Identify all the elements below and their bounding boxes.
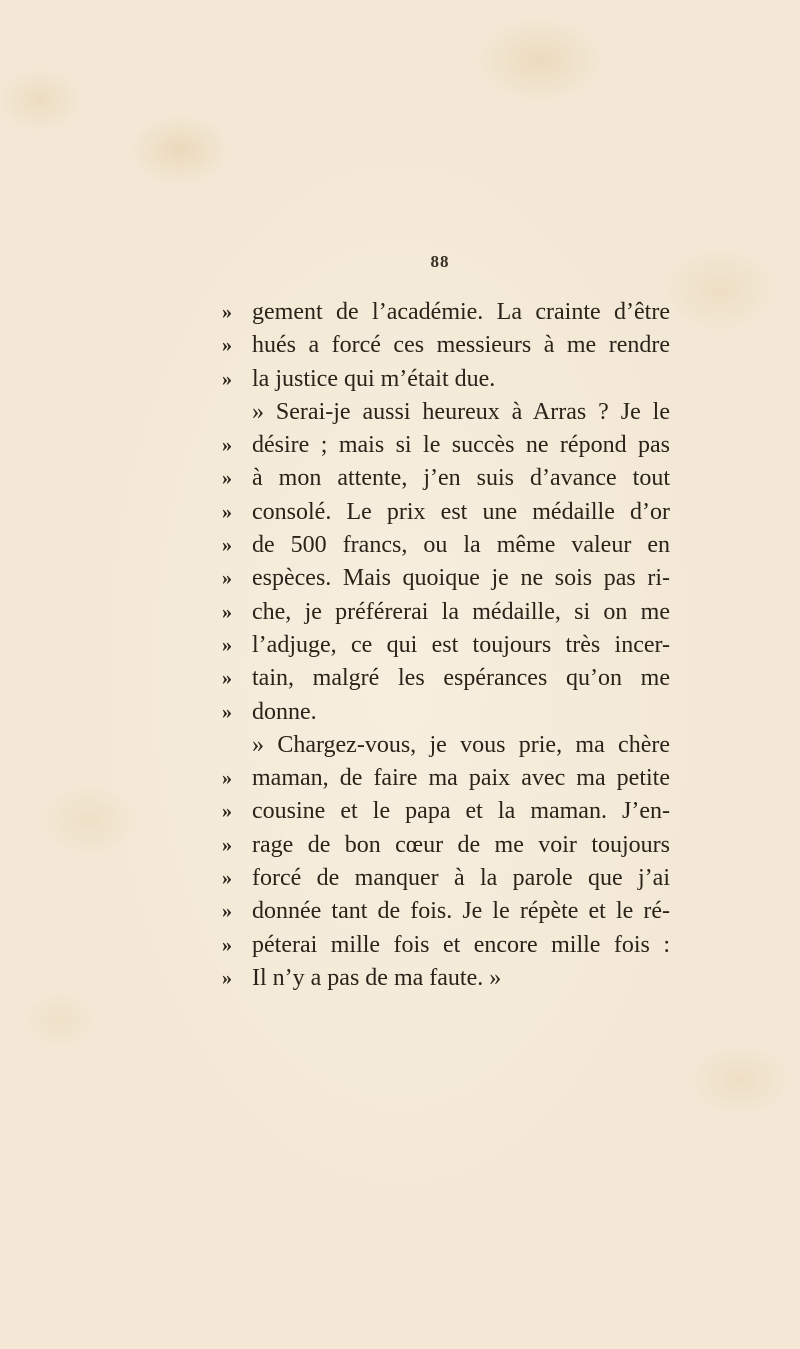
text-line-11	[222, 629, 670, 662]
line-text: donnée tant de fois. Je le répète et le ré-	[252, 898, 670, 925]
line-text: péterai mille fois et encore mille fois :	[252, 931, 670, 958]
line-text: à mon attente, j’en suis d’avance tout	[252, 465, 670, 492]
quote-mark: »	[222, 334, 232, 357]
quote-mark: »	[222, 467, 232, 490]
line-text: désire ; mais si le succès ne répond pas	[252, 432, 670, 459]
quote-mark: »	[222, 900, 232, 923]
line-text: cousine et le papa et la maman. J’en-	[252, 798, 670, 825]
line-text: maman, de faire ma paix avec ma petite	[252, 765, 670, 792]
text-line-15	[222, 762, 670, 795]
text-line-5	[222, 429, 670, 462]
line-text: rage de bon cœur de me voir toujours	[252, 831, 670, 858]
line-text: Il n’y a pas de ma faute. »	[252, 964, 502, 991]
text-line-7	[222, 496, 670, 529]
text-line-2	[222, 329, 670, 362]
quote-mark: »	[222, 800, 232, 823]
quote-mark: »	[222, 867, 232, 890]
line-text: de 500 francs, ou la même valeur en	[252, 532, 670, 559]
text-line-10	[222, 596, 670, 629]
line-text: l’adjuge, ce qui est toujours très incer-	[252, 631, 670, 658]
text-line-18	[222, 862, 670, 895]
line-text: forcé de manquer à la parole que j’ai	[252, 865, 670, 892]
text-line-19	[222, 895, 670, 928]
text-line-9	[222, 562, 670, 595]
quote-mark: »	[222, 301, 232, 323]
text-line-4	[222, 396, 670, 429]
line-text: donne.	[252, 698, 317, 725]
quote-mark: »	[222, 633, 232, 656]
text-line-12	[222, 662, 670, 695]
text-line-17	[222, 829, 670, 862]
quote-mark: »	[222, 700, 232, 723]
quote-mark: »	[222, 933, 232, 956]
quote-mark: »	[222, 434, 232, 457]
quote-mark: »	[222, 966, 232, 989]
text-line-1	[222, 296, 670, 329]
text-line-20	[222, 929, 670, 962]
text-line-21	[222, 962, 670, 995]
text-line-8	[222, 529, 670, 562]
page-number: 88	[430, 252, 450, 271]
line-text: hués a forcé ces messieurs à me rendre	[252, 332, 670, 359]
line-text: che, je préférerai la médaille, si on me	[252, 598, 670, 625]
quote-mark: »	[222, 767, 232, 790]
line-text: la justice qui m’était due.	[252, 365, 496, 392]
quote-mark: »	[222, 367, 232, 390]
text-line-13	[222, 696, 670, 729]
quote-mark: »	[222, 600, 232, 623]
line-text: tain, malgré les espérances qu’on me	[252, 665, 670, 692]
quote-mark: »	[222, 534, 232, 557]
line-text: consolé. Le prix est une médaille d’or	[252, 498, 670, 525]
text-line-6	[222, 462, 670, 495]
line-text: » Chargez-vous, je vous prie, ma chère	[252, 731, 670, 758]
body-text	[222, 296, 670, 995]
quote-mark: »	[222, 667, 232, 690]
quote-mark: »	[222, 833, 232, 856]
line-text: » Serai-je aussi heureux à Arras ? Je le	[252, 398, 670, 425]
text-line-14	[222, 729, 670, 762]
quote-mark: »	[222, 500, 232, 523]
quote-mark: »	[222, 567, 232, 590]
text-line-16	[222, 795, 670, 828]
line-text: gement de l’académie. La crainte d’être	[252, 299, 670, 325]
text-line-3	[222, 363, 670, 396]
line-text: espèces. Mais quoique je ne sois pas ri-	[252, 565, 670, 592]
